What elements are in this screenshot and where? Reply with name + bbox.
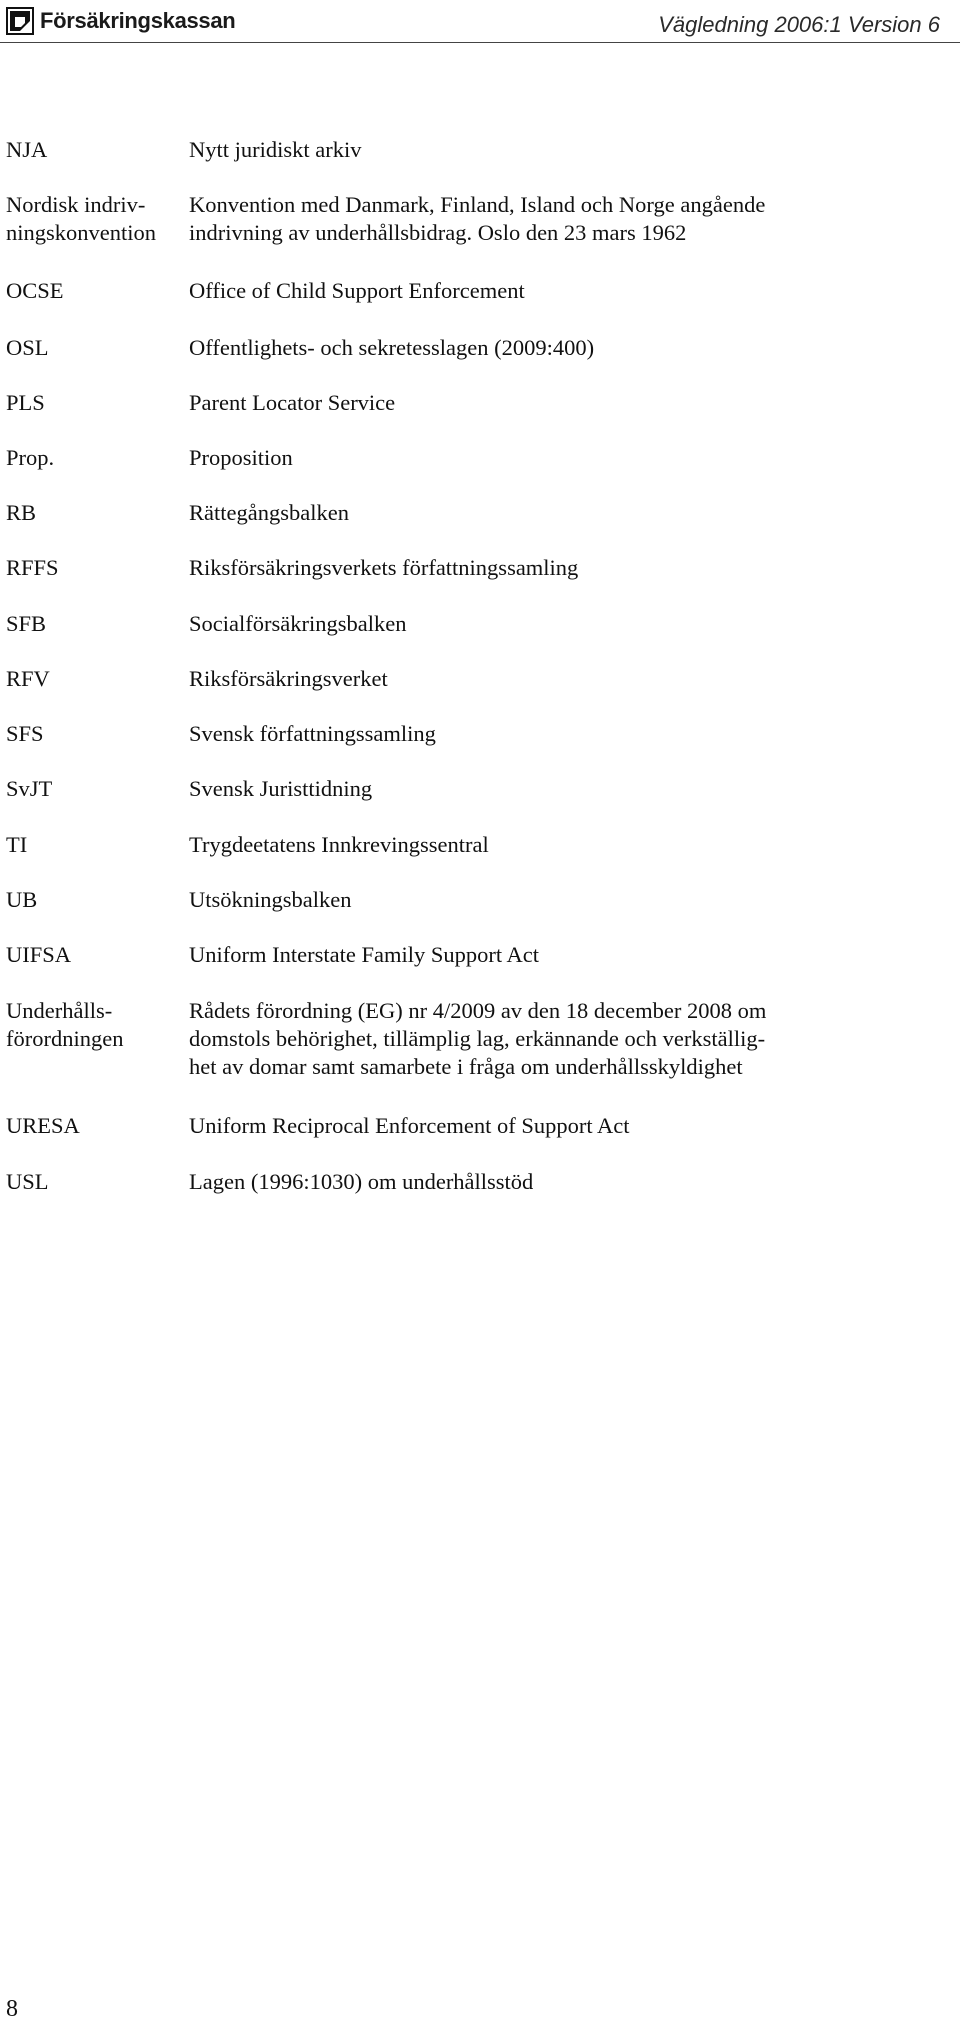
abbreviation-term: Underhålls- förordningen [6,998,124,1051]
forsakringskassan-logo-icon [6,7,34,35]
abbreviation-term: RFV [6,666,50,691]
abbreviation-term: UB [6,887,38,912]
abbreviation-definition: Parent Locator Service [189,390,396,415]
abbreviation-term: Prop. [6,445,55,470]
abbreviation-definition: Lagen (1996:1030) om underhållsstöd [189,1169,534,1194]
abbreviation-term: PLS [6,390,45,415]
abbreviation-term: USL [6,1169,49,1194]
abbreviation-term: OCSE [6,278,64,303]
abbreviation-definition: Trygdeetatens Innkrevingssentral [189,832,489,857]
abbreviation-term: TI [6,832,28,857]
abbreviation-definition: Nytt juridiskt arkiv [189,137,362,162]
abbreviation-term: Nordisk indriv- ningskonvention [6,192,156,245]
abbreviation-definition: Offentlighets- och sekretesslagen (2009:400) [189,335,595,360]
abbreviation-term: URESA [6,1113,80,1138]
logo [6,6,235,36]
abbreviation-definition: Office of Child Support Enforcement [189,278,525,303]
page-header [0,0,960,42]
abbreviation-definition: Uniform Interstate Family Support Act [189,942,539,967]
abbreviation-term: OSL [6,335,49,360]
page-number: 8 [6,1996,18,2022]
abbreviation-term: RFFS [6,555,59,580]
abbreviation-term: SFB [6,611,47,636]
abbreviation-term: RB [6,500,37,525]
abbreviation-definition: Proposition [189,445,293,470]
abbreviation-term: UIFSA [6,942,72,967]
abbreviation-definition: Svensk Juristtidning [189,776,373,801]
abbreviation-definition: Konvention med Danmark, Finland, Island och Norge angående indrivning av underhållsbidrag. Oslo den 23 mars 1962 [189,192,766,245]
abbreviation-definition: Riksförsäkringsverkets författningssamling [189,555,579,580]
abbreviation-definition: Socialförsäkringsbalken [189,611,407,636]
abbreviation-term: SFS [6,721,44,746]
abbreviation-term: NJA [6,137,48,162]
abbreviation-definition: Uniform Reciprocal Enforcement of Support Act [189,1113,630,1138]
abbreviation-definition: Riksförsäkringsverket [189,666,388,691]
header-divider [0,42,960,43]
logo-text: Försäkringskassan [40,8,236,33]
document-version: Vägledning 2006:1 Version 6 [658,12,940,37]
abbreviation-definition: Rättegångsbalken [189,500,349,525]
abbreviation-term: SvJT [6,776,53,801]
abbreviation-definition: Svensk författningssamling [189,721,436,746]
abbreviation-definition: Rådets förordning (EG) nr 4/2009 av den 18 december 2008 om domstols behörighet, tillämplig lag, erkännande och verkställig- het av domar samt samarbete i fråga om underhållsskyldighet [189,998,767,1079]
abbreviation-definition: Utsökningsbalken [189,887,352,912]
